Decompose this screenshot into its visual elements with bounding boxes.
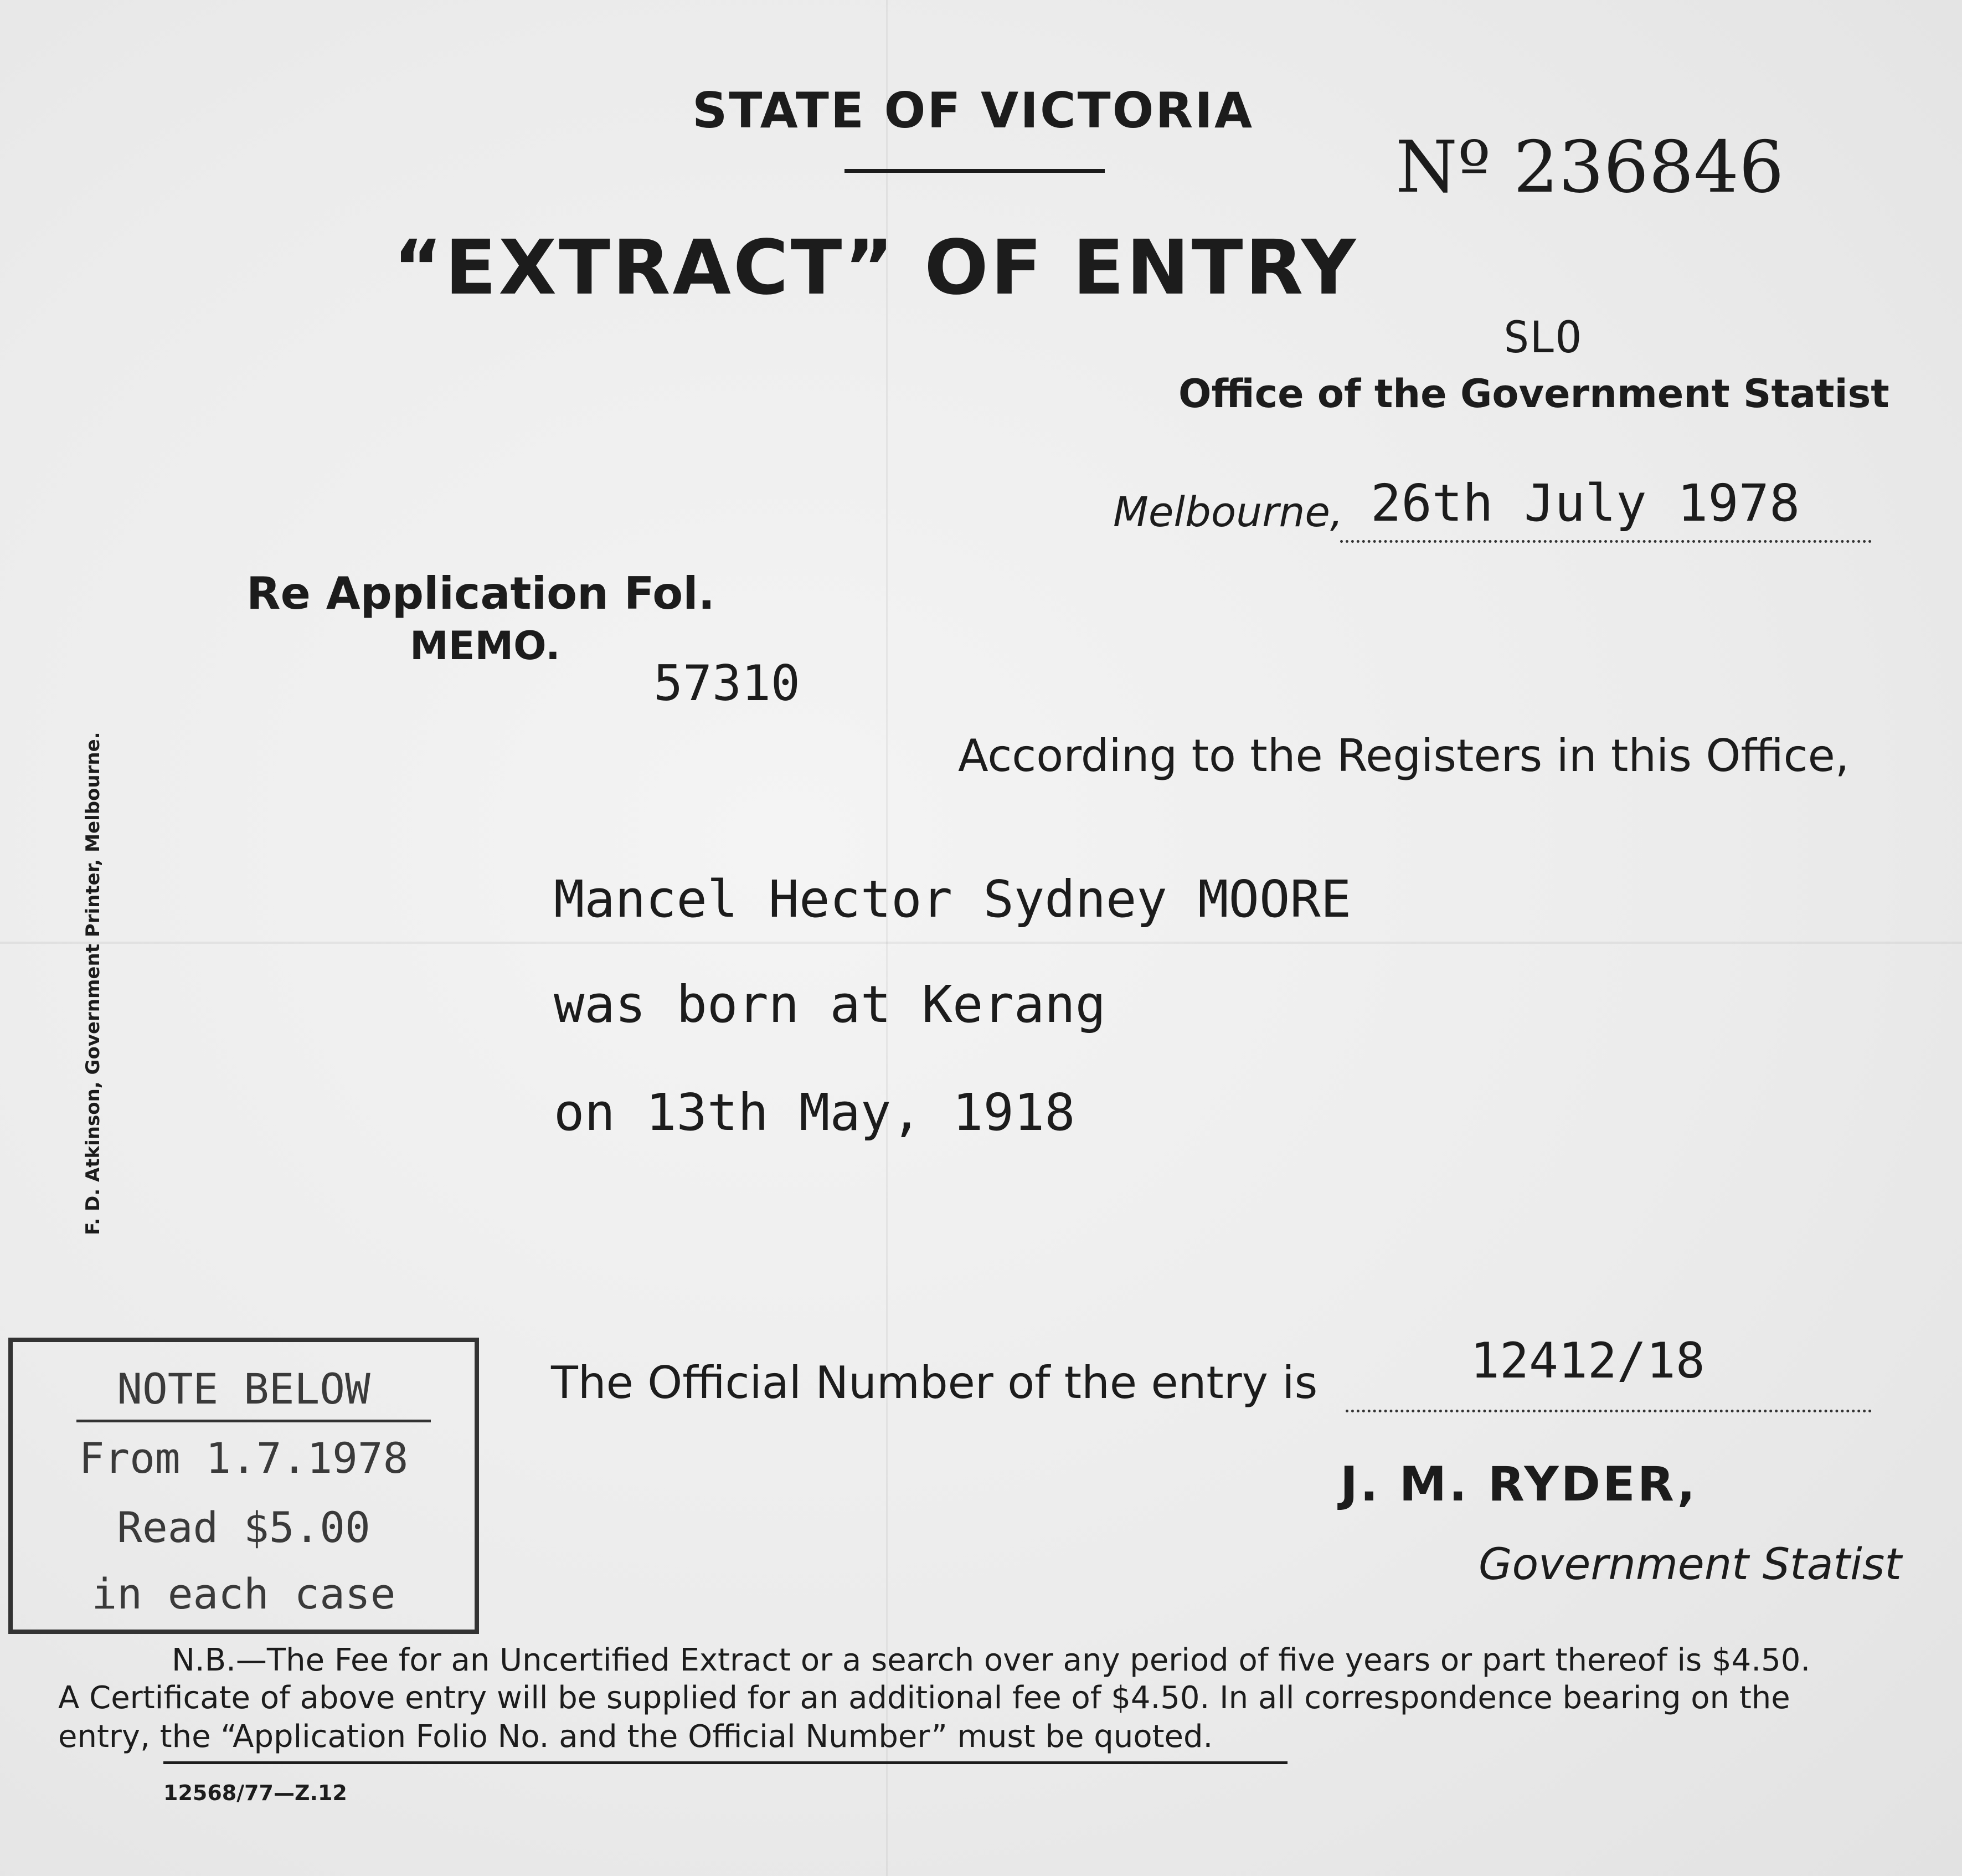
stamp-line-2: From 1.7.1978 — [79, 1433, 409, 1483]
signatory-name: J. M. RYDER, — [1340, 1457, 1698, 1512]
official-number-label: The Official Number of the entry is — [551, 1357, 1318, 1409]
certificate-number: Nº 236846 — [1395, 126, 1784, 209]
slo-mark: SLO — [1503, 313, 1582, 363]
fold-crease-horizontal — [0, 942, 1962, 944]
footer-note-line-3: entry, the “Application Folio No. and the Official Number” must be quoted. — [58, 1719, 1213, 1755]
footer-note-line-1: N.B.—The Fee for an Uncertified Extract or a search over any period of five years or part thereof is $4.50. — [172, 1642, 1811, 1678]
birthplace-line: was born at Kerang — [554, 975, 1106, 1034]
application-folio: 57310 — [653, 655, 800, 712]
state-heading: STATE OF VICTORIA — [692, 82, 1254, 139]
stamp-line-4: in each case — [91, 1569, 396, 1618]
document-title: “EXTRACT” OF ENTRY — [393, 224, 1358, 312]
form-code: 12568/77—Z.12 — [163, 1781, 347, 1805]
official-number-dotted-line — [1346, 1410, 1872, 1412]
printer-imprint: F. D. Atkinson, Government Printer, Melbourne. — [82, 732, 104, 1235]
fee-note-stamp — [8, 1338, 479, 1634]
stamp-line-3: Read $5.00 — [117, 1503, 370, 1552]
signatory-title: Government Statist — [1479, 1540, 1902, 1590]
stamp-rule — [76, 1420, 431, 1422]
registered-name: Mancel Hector Sydney MOORE — [554, 870, 1352, 929]
footer-note-line-2: A Certificate of above entry will be supplied for an additional fee of $4.50. In all correspondence bearing on the — [58, 1680, 1790, 1716]
stamp-line-1: NOTE BELOW — [117, 1364, 370, 1414]
entry-intro: According to the Registers in this Office, — [958, 730, 1850, 782]
date-dotted-line — [1340, 540, 1872, 543]
application-label: Re Application Fol. — [246, 568, 715, 619]
office-name: Office of the Government Statist — [1178, 371, 1889, 417]
footer-rule — [163, 1761, 1288, 1764]
birthdate-line: on 13th May, 1918 — [554, 1083, 1075, 1142]
memo-label: MEMO. — [410, 623, 560, 669]
heading-rule — [844, 169, 1105, 173]
official-number: 12412/18 — [1470, 1332, 1705, 1389]
dateline-city: Melbourne, — [1113, 489, 1343, 536]
issue-date: 26th July 1978 — [1371, 474, 1800, 533]
